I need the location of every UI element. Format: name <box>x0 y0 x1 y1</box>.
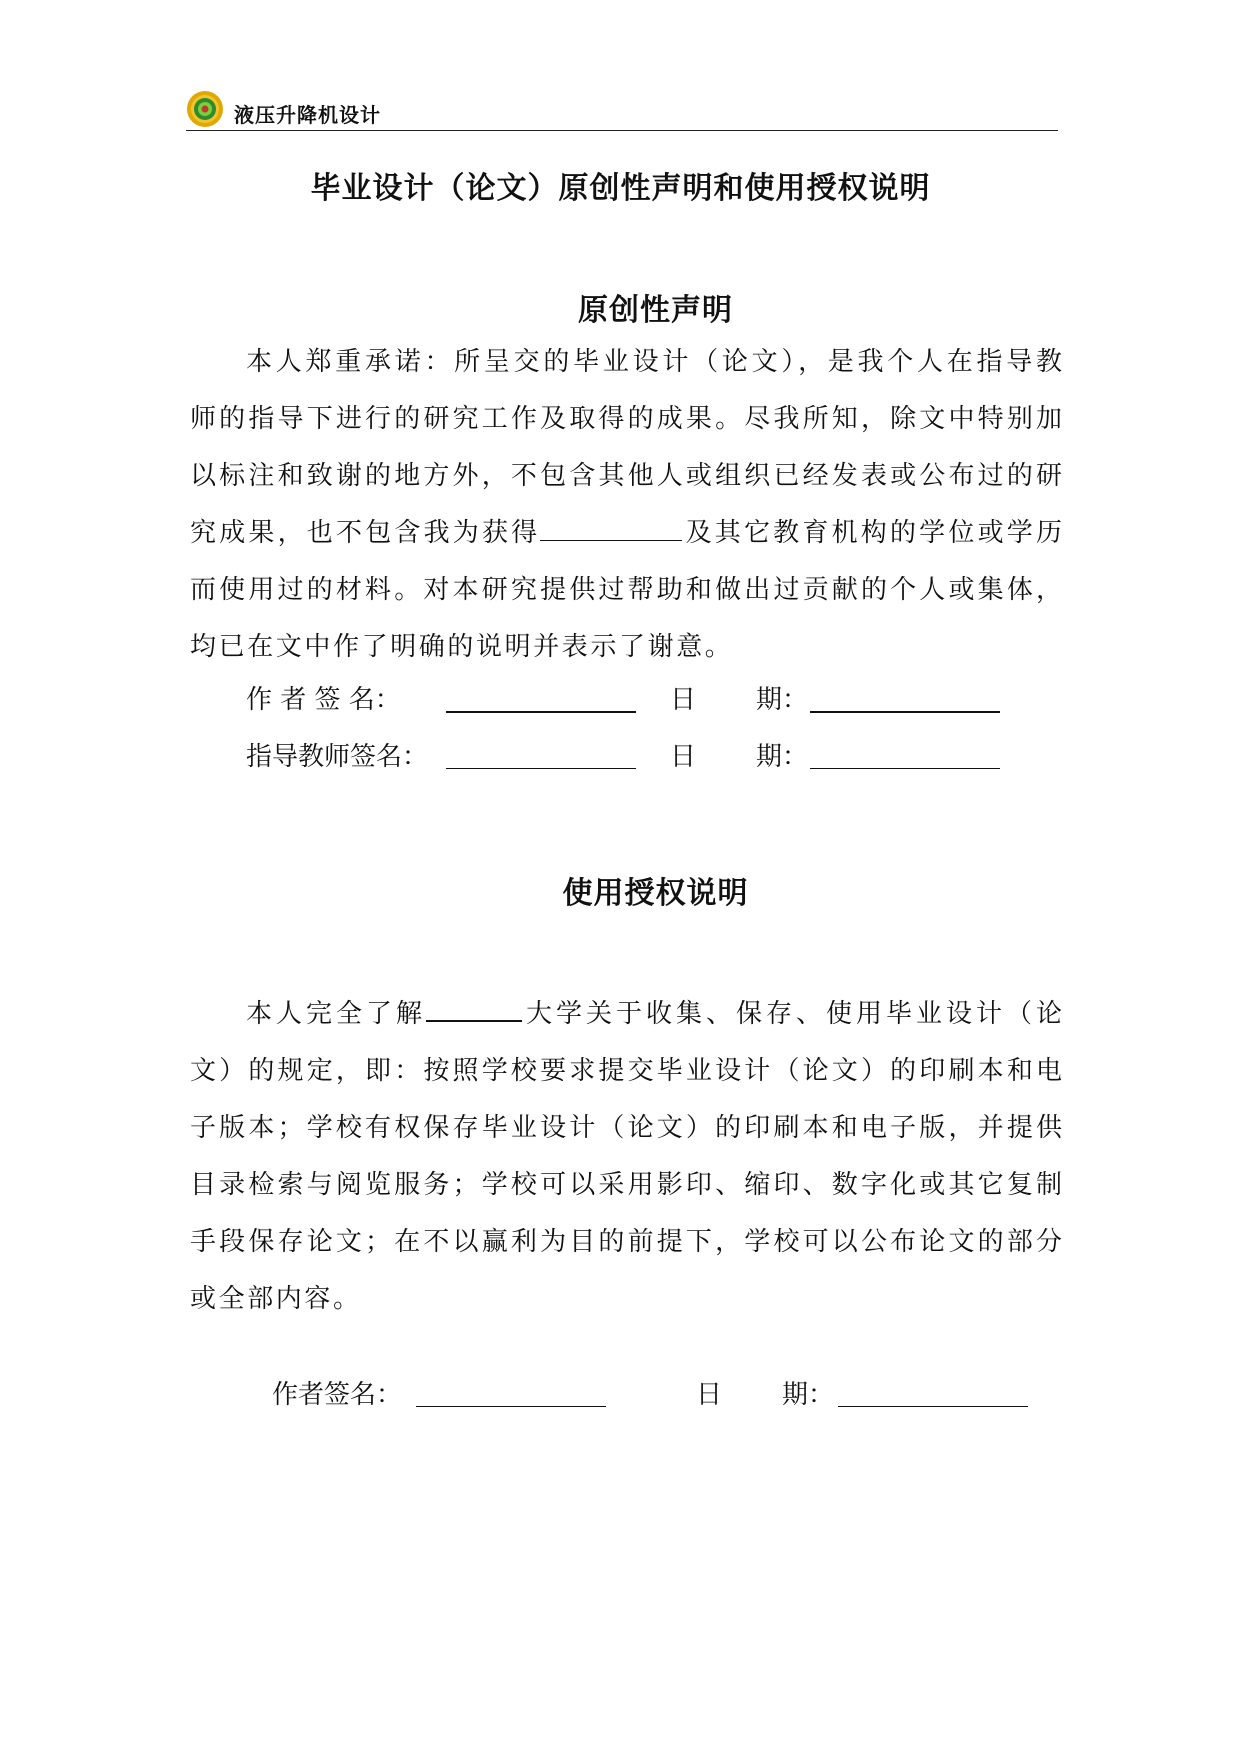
university-seal-icon <box>186 90 224 128</box>
text-line: 或全部内容。 <box>190 1284 362 1314</box>
text-line: 师的指导下进行的研究工作及取得的成果。尽我所知，除文中特别加 <box>190 404 1062 434</box>
date-label: 期： <box>756 742 809 772</box>
text-line: 本人完全了解 大学关于收集、保存、使用毕业设计（论 <box>190 986 1062 1043</box>
authorization-signature-row <box>272 1375 1052 1415</box>
text-line: 手段保存论文；在不以赢利为目的前提下，学校可以公布论文的部分 <box>190 1227 1062 1257</box>
advisor-sign-field[interactable] <box>446 768 636 769</box>
authorization-sign-field[interactable] <box>416 1406 606 1407</box>
degree-blank <box>540 514 682 541</box>
originality-section-title: 原创性声明 <box>578 293 733 328</box>
author-sign-label: 作者签名： <box>272 1380 403 1410</box>
page-header <box>186 88 1058 132</box>
text-line: 以标注和致谢的地方外，不包含其他人或组织已经发表或公布过的研 <box>190 461 1062 491</box>
date-label: 日 <box>670 685 697 715</box>
text-line: 而使用过的材料。对本研究提供过帮助和做出过贡献的个人或集体， <box>190 575 1062 605</box>
header-divider <box>186 130 1058 131</box>
page-title: 毕业设计（论文）原创性声明和使用授权说明 <box>310 171 931 206</box>
author-sign-field[interactable] <box>446 711 636 713</box>
text-line: 本人郑重承诺：所呈交的毕业设计（论文），是我个人在指导教 <box>246 347 1062 377</box>
text-line: 究成果，也不包含我为获得 及其它教育机构的学位或学历 <box>190 505 1062 562</box>
header-title: 液压升降机设计 <box>234 103 381 127</box>
date-label: 期： <box>756 685 809 715</box>
authorization-paragraph <box>190 986 1062 1328</box>
author-signature-row <box>246 680 1026 720</box>
advisor-date-field[interactable] <box>810 768 1000 769</box>
date-label: 日 <box>670 742 697 772</box>
text-line: 目录检索与阅览服务；学校可以采用影印、缩印、数字化或其它复制 <box>190 1170 1062 1200</box>
text-line: 子版本；学校有权保存毕业设计（论文）的印刷本和电子版，并提供 <box>190 1113 1062 1143</box>
advisor-sign-label: 指导教师签名： <box>246 742 429 772</box>
text-line: 文）的规定，即：按照学校要求提交毕业设计（论文）的印刷本和电 <box>190 1056 1062 1086</box>
text-line: 均已在文中作了明确的说明并表示了谢意。 <box>190 632 734 662</box>
advisor-signature-row <box>246 737 1026 777</box>
date-label: 期： <box>782 1380 835 1410</box>
author-sign-label: 作 者 签 名： <box>246 685 401 715</box>
author-date-field[interactable] <box>810 711 1000 713</box>
authorization-date-field[interactable] <box>838 1406 1028 1407</box>
originality-paragraph <box>190 334 1062 676</box>
university-blank <box>426 994 522 1022</box>
authorization-section-title: 使用授权说明 <box>562 876 749 911</box>
date-label: 日 <box>696 1380 723 1410</box>
